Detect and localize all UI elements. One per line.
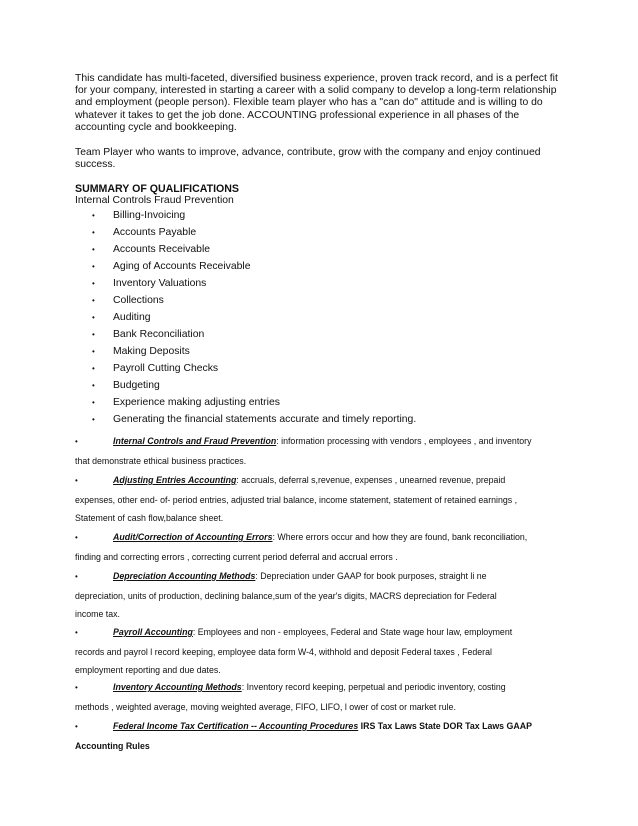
bullet-icon: • <box>92 245 95 254</box>
list-item: • Accounts Payable <box>75 224 560 241</box>
bullet-icon: • <box>92 228 95 237</box>
bullet-icon: • <box>75 572 78 581</box>
list-item: • Payroll Cutting Checks <box>75 360 560 377</box>
bullet-icon: • <box>92 279 95 288</box>
detail-payroll: • Payroll Accounting: Employees and non - employees, Federal and State wage hour law, employment records and payrol l record keeping, employee data form W-4, withhold and deposit Federal taxes , Federal employment reporting and due dates. <box>75 623 567 680</box>
detail-audit-correction: • Audit/Correction of Accounting Errors: Where errors occur and how they are found, bank reconciliation, finding and correcting errors , correcting current period deferral and accrual errors . <box>75 528 567 566</box>
detail-title: Internal Controls and Fraud Prevention <box>113 436 277 446</box>
summary-heading: SUMMARY OF QUALIFICATIONS <box>75 183 240 195</box>
list-item: • Accounts Receivable <box>75 241 560 258</box>
bullet-icon: • <box>75 683 78 692</box>
intro-line: accounting cycle and bookkeeping. <box>75 121 237 133</box>
intro-paragraph-1 <box>75 73 560 134</box>
intro-line: whatever it takes to get the job done. ACCOUNTING professional experience in all phases of the <box>75 109 520 121</box>
bullet-icon: • <box>92 211 95 220</box>
intro-line: and employment (people person). Flexible team player who has a "can do" attitude and is willing to do <box>75 97 543 109</box>
intro-line: success. <box>75 159 116 171</box>
detail-inventory: • Inventory Accounting Methods: Inventory record keeping, perpetual and periodic inventory, costing methods , weighted average, moving weighted average, FIFO, LIFO, l ower of cost or market rule. <box>75 678 567 716</box>
detail-adjusting-entries: • Adjusting Entries Accounting: accruals, deferral s,revenue, expenses , unearned revenue, prepaid expenses, other end- of- period entries, adjusted trial balance, income statement, statement of retained earnings , Statement of cash flow,balance sheet. <box>75 471 567 528</box>
bullet-icon: • <box>75 533 78 542</box>
summary-section <box>75 183 560 428</box>
bullet-icon: • <box>92 347 95 356</box>
intro-line: Team Player who wants to improve, advance, contribute, grow with the company and enjoy continued <box>75 147 541 158</box>
bullet-icon: • <box>92 313 95 322</box>
bullet-icon: • <box>92 398 95 407</box>
bullet-icon: • <box>92 330 95 339</box>
detail-title: Inventory Accounting Methods <box>113 682 242 692</box>
list-item: • Bank Reconciliation <box>75 326 560 343</box>
bullet-icon: • <box>92 262 95 271</box>
list-item: • Inventory Valuations <box>75 275 560 292</box>
detail-title: Federal Income Tax Certification -- Accounting Procedures <box>113 721 359 731</box>
detail-title: Audit/Correction of Accounting Errors <box>113 532 273 542</box>
qualifications-list <box>75 207 560 428</box>
list-item: • Collections <box>75 292 560 309</box>
detail-title: Adjusting Entries Accounting <box>113 475 237 485</box>
bullet-icon: • <box>92 296 95 305</box>
list-item: • Generating the financial statements accurate and timely reporting. <box>75 411 560 428</box>
bullet-icon: • <box>75 628 78 637</box>
bullet-icon: • <box>92 381 95 390</box>
intro-line: for your company, interested in starting a career with a solid company to develop a long-term relationship <box>75 85 557 97</box>
detail-title: Depreciation Accounting Methods <box>113 571 256 581</box>
intro-paragraph-2 <box>75 147 560 171</box>
bullet-icon: • <box>75 722 78 731</box>
list-item: • Experience making adjusting entries <box>75 394 560 411</box>
bullet-icon: • <box>75 437 78 446</box>
bullet-icon: • <box>92 364 95 373</box>
detail-internal-controls: • Internal Controls and Fraud Prevention: information processing with vendors , employees , and inventory that demonstrate ethical business practices. <box>75 432 567 470</box>
bullet-icon: • <box>75 476 78 485</box>
list-item: • Auditing <box>75 309 560 326</box>
detail-federal-tax: • Federal Income Tax Certification -- Accounting Procedures IRS Tax Laws State DOR Tax Laws GAAP Accounting Rules <box>75 717 567 755</box>
summary-subheading: Internal Controls Fraud Prevention <box>75 195 234 206</box>
bullet-icon: • <box>92 415 95 424</box>
list-item: • Aging of Accounts Receivable <box>75 258 560 275</box>
detail-title: Payroll Accounting <box>113 627 193 637</box>
detail-depreciation: • Depreciation Accounting Methods: Depreciation under GAAP for book purposes, straight li ne depreciation, units of production, declining balance,sum of the year's digits, MACRS depreciation for Federal income tax. <box>75 567 567 624</box>
list-item: • Budgeting <box>75 377 560 394</box>
list-item: • Billing-Invoicing <box>75 207 560 224</box>
intro-line: This candidate has multi-faceted, diversified business experience, proven track record, and is a perfect fit <box>75 73 558 84</box>
list-item: • Making Deposits <box>75 343 560 360</box>
